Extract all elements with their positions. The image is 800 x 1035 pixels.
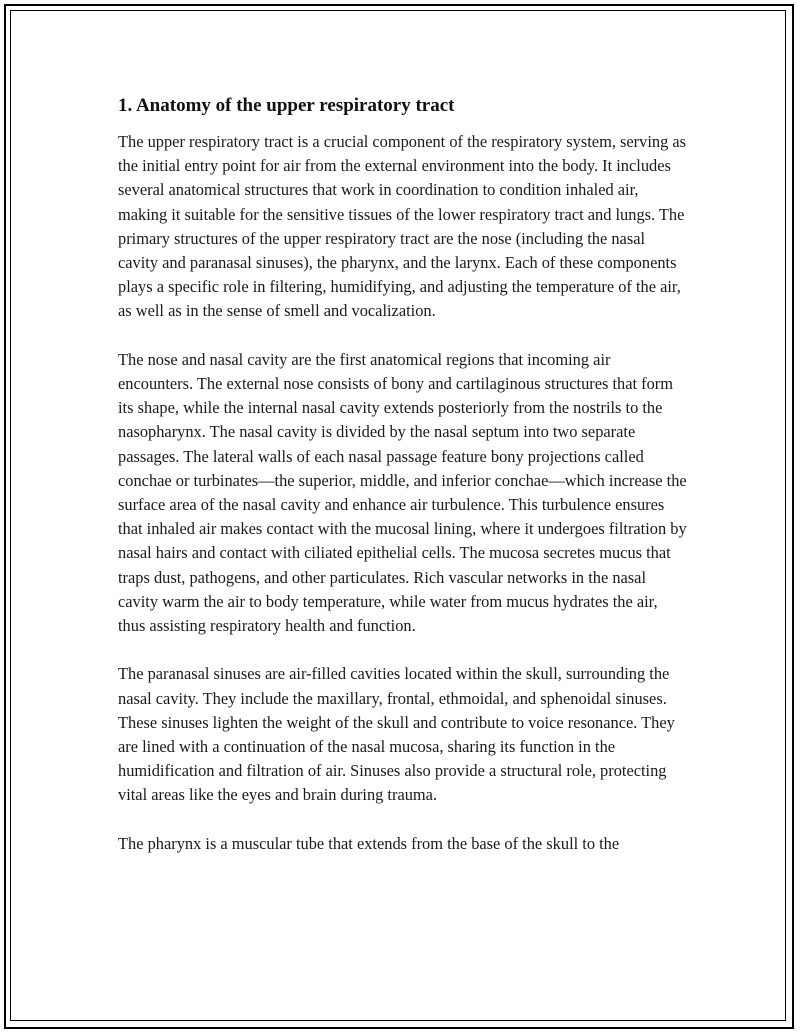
section-heading: 1. Anatomy of the upper respiratory tract: [118, 95, 455, 116]
paragraph-intro: The upper respiratory tract is a crucial component of the respiratory system, serving as the initial entry point for air from the external environment into the body. It includes several anatomical structures that work in coordination to condition inhaled air, making it suitable for the sensitive tissues of the lower respiratory tract and lungs. The primary structures of the upper respiratory tract are the nose (including the nasal cavity and paranasal sinuses), the pharynx, and the larynx. Each of these components plays a specific role in filtering, humidifying, and adjusting the temperature of the air, as well as in the sense of smell and vocalization.: [118, 132, 687, 321]
paragraph-paranasal-sinuses: The paranasal sinuses are air-filled cavities located within the skull, surrounding the nasal cavity. They include the maxillary, frontal, ethmoidal, and sphenoidal sinuses. These sinuses lighten the weight of the skull and contribute to voice resonance. They are lined with a continuation of the nasal mucosa, sharing its function in the humidification and filtration of air. Sinuses also provide a structural role, protecting vital areas like the eyes and brain during trauma.: [118, 664, 675, 805]
document-body: [118, 94, 688, 880]
paragraph-nasal-cavity: The nose and nasal cavity are the first anatomical regions that incoming air encounters. The external nose consists of bony and cartilaginous structures that form its shape, while the internal nasal cavity extends posteriorly from the nostrils to the nasopharynx. The nasal cavity is divided by the nasal septum into two separate passages. The lateral walls of each nasal passage feature bony projections called conchae or turbinates—the superior, middle, and inferior conchae—which increase the surface area of the nasal cavity and enhance air turbulence. This turbulence ensures that inhaled air makes contact with the mucosal lining, where it undergoes filtration by nasal hairs and contact with ciliated epithelial cells. The mucosa secretes mucus that traps dust, pathogens, and other particulates. Rich vascular networks in the nasal cavity warm the air to body temperature, while water from mucus hydrates the air, thus assisting respiratory health and function.: [118, 349, 687, 636]
paragraph-pharynx: The pharynx is a muscular tube that extends from the base of the skull to the: [118, 833, 620, 853]
